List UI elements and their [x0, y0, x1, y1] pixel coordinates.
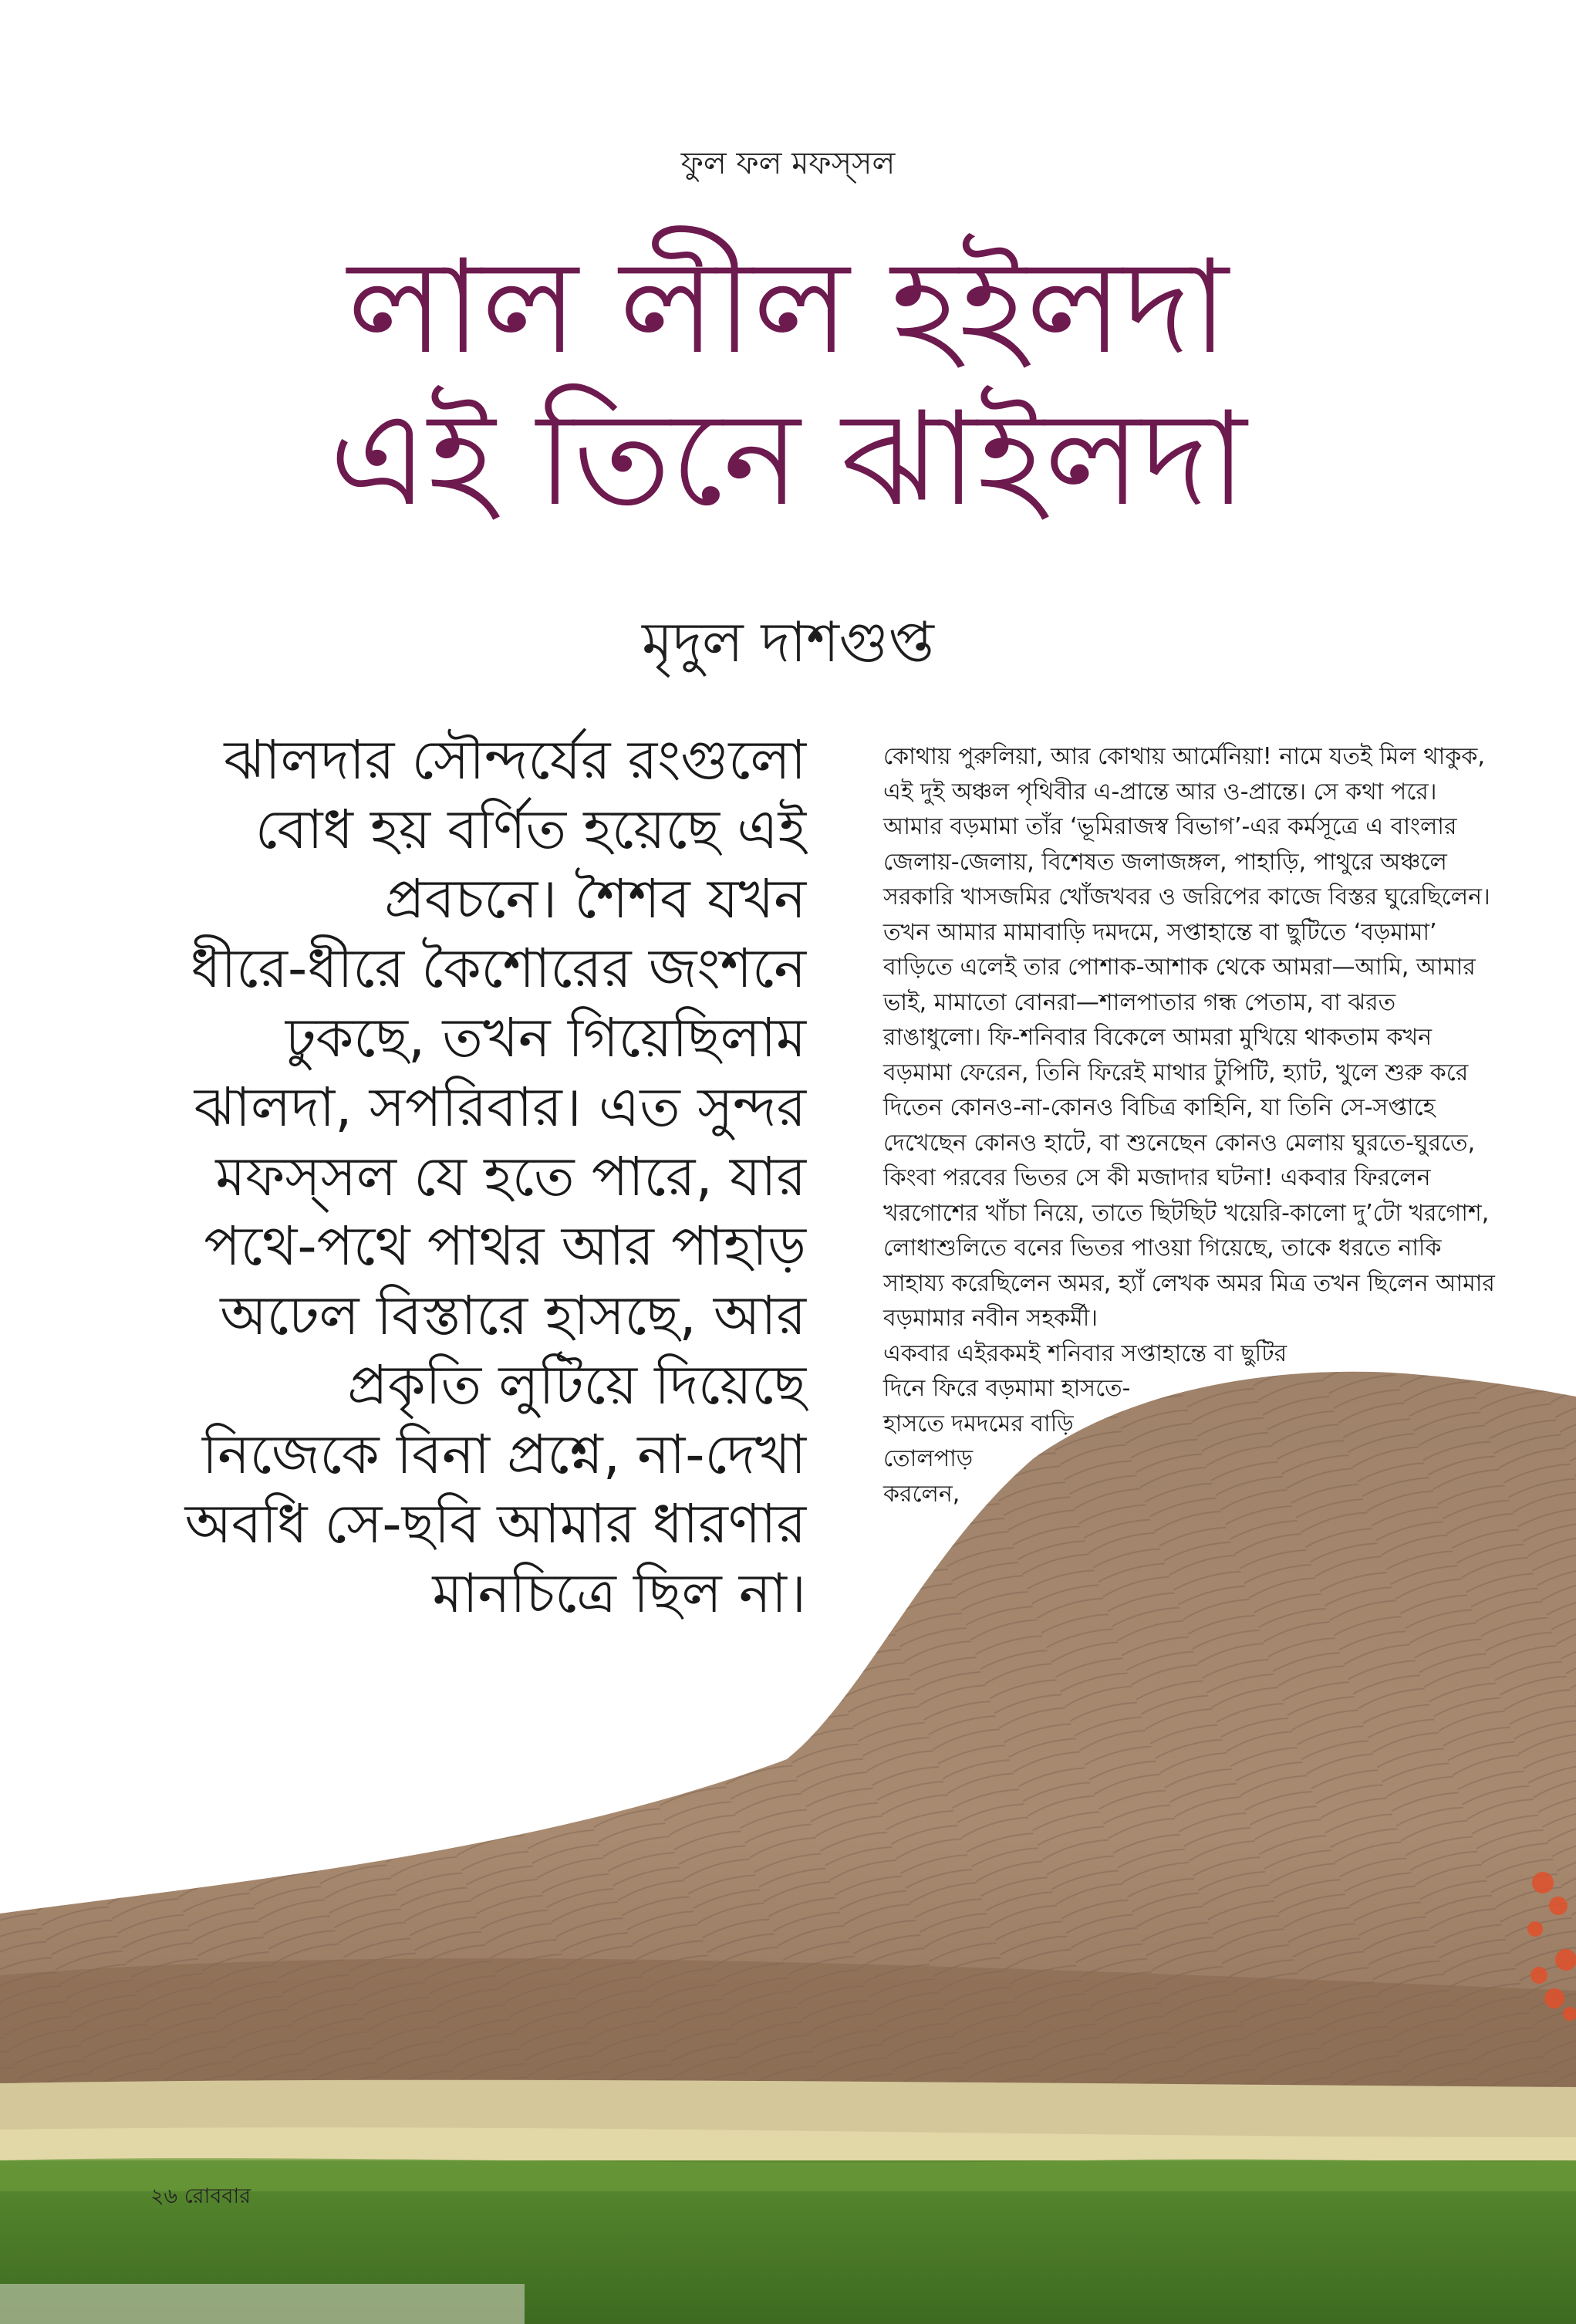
author-byline: মৃদুল দাশগুপ্ত	[642, 610, 934, 674]
body-line: খরগোশের খাঁচা নিয়ে, তাতে ছিটছিট খয়েরি-কালো দু’টো খরগোশ,	[883, 1199, 1490, 1227]
pull-quote-line: নিজেকে বিনা প্রশ্নে, না-দেখা	[202, 1423, 806, 1486]
pull-quote	[147, 725, 806, 1628]
pull-quote-line: অঢেল বিস্তারে হাসছে, আর	[220, 1284, 806, 1347]
pull-quote-line: প্রবচনে। শৈশব যখন	[384, 867, 806, 931]
headline	[0, 231, 1576, 535]
body-line: বাড়িতে এলেই তার পোশাক-আশাক থেকে আমরা—আমি, আমার	[883, 954, 1476, 981]
body-line: তোলপাড়	[883, 1445, 974, 1472]
pull-quote-line: ঝালদা, সপরিবার। এত সুন্দর	[194, 1076, 806, 1139]
headline-line-1: লাল লীল হইলদা	[347, 231, 1229, 383]
body-line: একবার এইরকমই শনিবার সপ্তাহান্তে বা ছুটির	[883, 1339, 1287, 1367]
body-line: হাসতে দমদমের বাড়ি	[883, 1410, 1074, 1437]
body-line: করলেন,	[883, 1480, 960, 1508]
pull-quote-line: ঢুকছে, তখন গিয়েছিলাম	[285, 1006, 806, 1069]
body-line: আমার বড়মামা তাঁর ‘ভূমিরাজস্ব বিভাগ’-এর কর্মসূত্রে এ বাংলার	[883, 813, 1457, 840]
body-line: বড়মামা ফেরেন, তিনি ফিরেই মাথার টুপিটি, হ্যাট, খুলে শুরু করে	[883, 1059, 1469, 1086]
pull-quote-line: বোধ হয় বর্ণিত হয়েছে এই	[255, 798, 806, 861]
pull-quote-line: অবধি সে-ছবি আমার ধারণার	[184, 1492, 806, 1556]
body-text	[883, 739, 1562, 1512]
body-line: দিনে ফিরে বড়মামা হাসতে-	[883, 1375, 1131, 1402]
headline-line-2: এই তিনে ঝাইলদা	[329, 383, 1247, 535]
pull-quote-line: প্রকৃতি লুটিয়ে দিয়েছে	[347, 1353, 806, 1417]
body-line: তখন আমার মামাবাড়ি দমদমে, সপ্তাহান্তে বা ছুটিতে ‘বড়মামা’	[883, 918, 1437, 946]
pull-quote-line: পথে-পথে পাথর আর পাহাড়	[204, 1214, 806, 1278]
body-line: সরকারি খাসজমির খোঁজখবর ও জরিপের কাজে বিস্তর ঘুরেছিলেন।	[883, 883, 1490, 910]
pull-quote-line: ধীরে-ধীরে কৈশোরের জংশনে	[191, 937, 806, 1000]
body-line: দেখেছেন কোনও হাটে, বা শুনেছেন কোনও মেলায় ঘুরতে-ঘুরতে,	[883, 1129, 1476, 1157]
body-line: কিংবা পরবের ভিতর সে কী মজাদার ঘটনা! একবার ফিরলেন	[883, 1164, 1431, 1191]
body-line: সাহায্য করেছিলেন অমর, হ্যাঁ লেখক অমর মিত্র তখন ছিলেন আমার	[883, 1269, 1495, 1297]
body-line: ভাই, মামাতো বোনরা—শালপাতার গন্ধ পেতাম, বা ঝরত	[883, 988, 1396, 1016]
body-line: জেলায়-জেলায়, বিশেষত জলাজঙ্গল, পাহাড়ি, পাথুরে অঞ্চলে	[883, 848, 1447, 876]
section-label: ফুল ফল মফস্‌সল	[680, 146, 896, 181]
body-line: বড়মামার নবীন সহকর্মী।	[883, 1305, 1098, 1332]
pull-quote-line: মফস্‌সল যে হতে পারে, যার	[215, 1145, 806, 1208]
pull-quote-line: মানচিত্রে ছিল না।	[432, 1562, 806, 1625]
body-line: কোথায় পুরুলিয়া, আর কোথায় আর্মেনিয়া! নামে যতই মিল থাকুক,	[883, 743, 1485, 770]
body-line: রাঙাধুলো। ফি-শনিবার বিকেলে আমরা মুখিয়ে থাকতাম কখন	[883, 1024, 1433, 1051]
body-line: লোধাশুলিতে বনের ভিতর পাওয়া গিয়েছে, তাকে ধরতে নাকি	[883, 1235, 1442, 1262]
page-folio: ২৬ রোববার	[150, 2184, 251, 2208]
body-line: এই দুই অঞ্চল পৃথিবীর এ-প্রান্তে আর ও-প্রান্তে। সে কথা পরে।	[883, 778, 1437, 806]
pull-quote-line: ঝালদার সৌন্দর্যের রংগুলো	[224, 728, 806, 792]
body-line: দিতেন কোনও-না-কোনও বিচিত্র কাহিনি, যা তিনি সে-সপ্তাহে	[883, 1094, 1436, 1121]
